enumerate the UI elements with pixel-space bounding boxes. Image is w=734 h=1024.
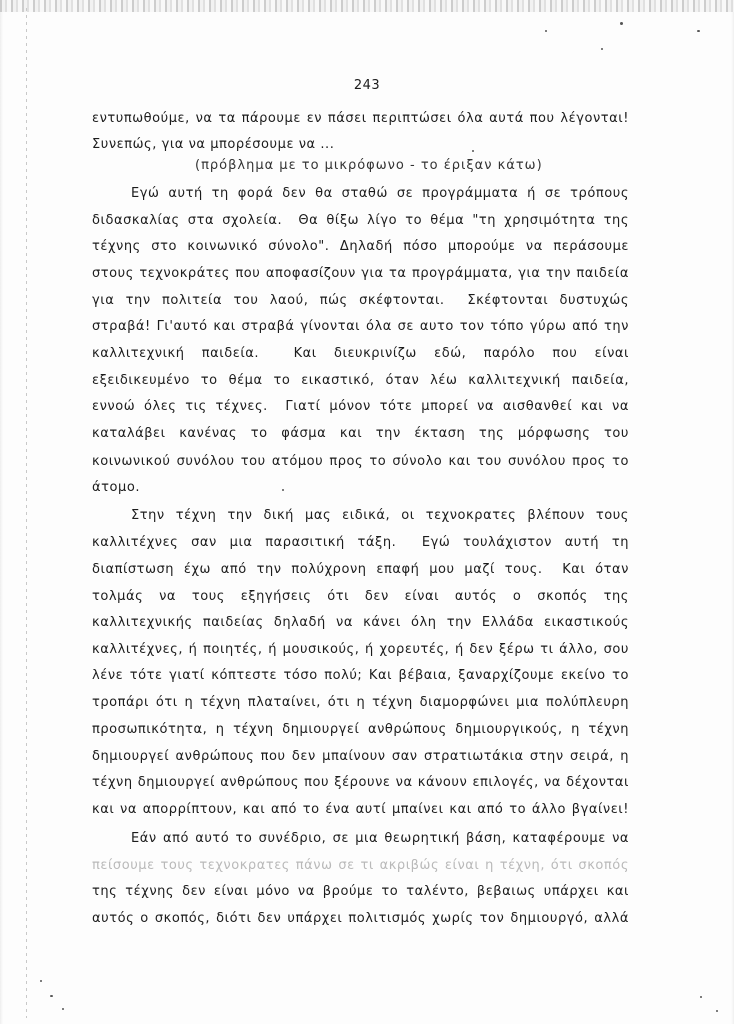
scan-speck	[40, 980, 42, 982]
scan-speck	[50, 995, 53, 997]
scan-speck	[472, 150, 474, 152]
text-line: στραβά! Γι'αυτό και στραβά γίνονται όλα σε αυτο τον τόπο γύρω από την	[92, 319, 629, 334]
scan-speck	[62, 1008, 64, 1010]
text-line: εξειδικευμένο το θέμα το εικαστικό, όταν λέω καλλιτεχνική παιδεία,	[92, 373, 629, 388]
text-line: λένε τότε γιατί κόπτεστε τόσο πολύ; Και βέβαια, ξαναρχίζουμε εκείνο το	[92, 668, 629, 683]
text-line: καλλιτεχνική παιδεία. Και διευκρινίζω εδώ, παρόλο που είναι	[92, 346, 629, 361]
binding-margin-line	[26, 8, 27, 1018]
text-line: άτομο.	[92, 480, 141, 495]
text-line: καταλάβει κανένας το φάσμα και την έκταση της μόρφωσης του	[92, 426, 629, 441]
text-line: Στην τέχνη την δική μας ειδικά, οι τεχνοκρατες βλέπουν τους	[131, 508, 629, 523]
text-line: στους τεχνοκράτες που αποφασίζουν για τα προγράμματα, για την παιδεία	[92, 266, 629, 281]
scan-speck	[545, 30, 547, 32]
text-line: καλλιτεχνικής παιδείας δηλαδή να κάνει όλη την Ελλάδα εικαστικούς	[92, 615, 629, 630]
text-line: διαπίστωση έχω από την πολύχρονη επαφή μου μαζί τους. Και όταν	[92, 562, 629, 577]
text-line: Συνεπώς, για να μπορέσουμε να ...	[92, 137, 335, 152]
text-line: αυτός ο σκοπός, διότι δεν υπάρχει πολιτισμός χωρίς τον δημιουργό, αλλά	[92, 911, 629, 926]
text-line: της τέχνης δεν είναι μόνο να βρούμε το ταλέντο, βεβαιως υπάρχει και	[92, 884, 629, 899]
text-line: καλλιτέχνες, ή ποιητές, ή μουσικούς, ή χορευτές, ή δεν ξέρω τι άλλο, σου	[92, 642, 629, 657]
scan-speck	[716, 1010, 718, 1012]
text-line-faded: πείσουμε τους τεχνοκρατες πάνω σε τι ακριβώς είναι η τέχνη, ότι σκοπός	[92, 858, 629, 873]
scan-speck	[697, 30, 700, 32]
scan-top-edge	[0, 0, 734, 12]
text-line: Εγώ αυτή τη φορά δεν θα σταθώ σε προγράμματα ή σε τρόπους	[131, 186, 629, 201]
text-line: δημιουργεί ανθρώπους που δεν μπαίνουν σαν στρατιωτάκια στην σειρά, η	[92, 749, 629, 764]
text-line: Εάν από αυτό το συνέδριο, σε μια θεωρητική βάση, καταφέρουμε να	[131, 831, 629, 846]
text-line: εντυπωθούμε, να τα πάρουμε εν πάσει περιπτώσει όλα αυτά που λέγονται!	[92, 111, 629, 126]
text-line: τολμάς να τους εξηγήσεις ότι δεν είναι αυτός ο σκοπός της	[92, 589, 629, 604]
scan-speck	[601, 48, 603, 50]
page-number: 243	[353, 78, 381, 93]
scan-speck	[620, 22, 623, 25]
text-line: για την πολιτεία του λαού, πώς σκέφτονται. Σκέφτονται δυστυχώς	[92, 293, 629, 308]
editorial-note: (πρόβλημα με το μικρόφωνο - το έριξαν κάτω)	[195, 158, 543, 173]
text-line: εννοώ όλες τις τέχνες. Γιατί μόνον τότε μπορεί να αισθανθεί και να	[92, 399, 629, 414]
scan-speck	[282, 489, 284, 491]
text-line: τέχνη δημιουργεί ανθρώπους που ξέρουνε να κάνουν επιλογές, να δέχονται	[92, 775, 629, 790]
text-line: και να απορρίπτουν, και από το ένα αυτί μπαίνει και από το άλλο βγαίνει!	[92, 802, 629, 817]
scan-speck	[700, 996, 702, 998]
text-line: τροπάρι ότι η τέχνη πλαταίνει, ότι η τέχνη διαμορφώνει μια πολύπλευρη	[92, 695, 629, 710]
text-line: τέχνης στο κοινωνικό σύνολο". Δηλαδή πόσο μπορούμε να περάσουμε	[92, 239, 629, 254]
text-line: κοινωνικού συνόλου του ατόμου προς το σύνολο και του συνόλου προς το	[92, 454, 629, 469]
text-line: καλλιτέχνες σαν μια παρασιτική τάξη. Εγώ τουλάχιστον αυτή τη	[92, 535, 629, 550]
text-line: προσωπικότητα, η τέχνη δημιουργεί ανθρώπους δημιουργικούς, η τέχνη	[92, 722, 629, 737]
text-line: διδασκαλίας στα σχολεία. Θα θίξω λίγο το θέμα "τη χρησιμότητα της	[92, 213, 629, 228]
